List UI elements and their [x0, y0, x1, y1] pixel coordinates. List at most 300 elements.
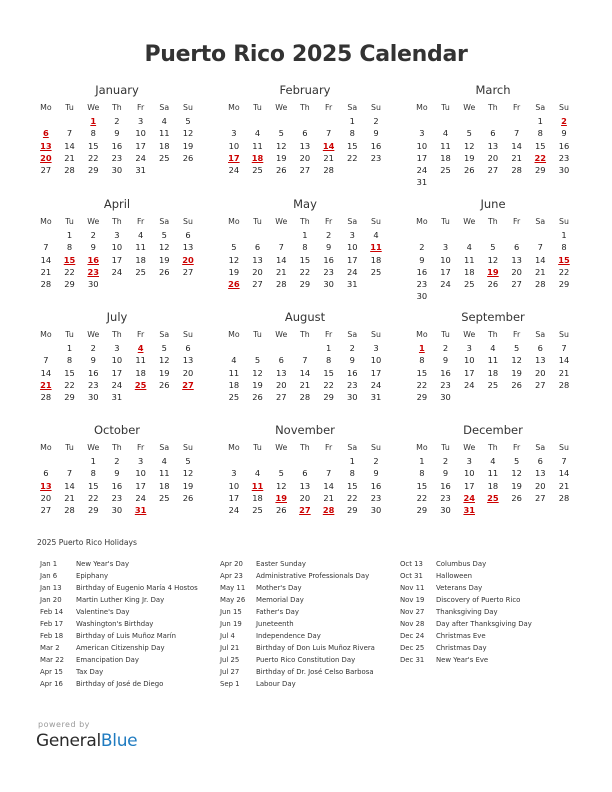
day: 12 [275, 140, 287, 151]
day: 30 [111, 505, 123, 516]
month-april [34, 196, 200, 290]
empty-day [410, 229, 434, 241]
holiday-item [400, 654, 532, 666]
empty-day [364, 278, 388, 290]
weekday-header [410, 215, 576, 229]
day: 3 [466, 343, 472, 353]
empty-day [552, 176, 576, 188]
day: 26 [159, 266, 170, 277]
day: 28 [64, 505, 75, 516]
holiday-column [400, 558, 532, 666]
week-row [410, 504, 576, 516]
day: 25 [135, 266, 146, 277]
day: 30 [111, 165, 123, 176]
day: 29 [64, 392, 75, 403]
day: 4 [254, 468, 261, 479]
week-row [34, 115, 200, 127]
day: 2 [419, 242, 425, 253]
day: 26 [159, 379, 170, 390]
holiday-date: Dec 25 [400, 644, 425, 652]
day: 24 [347, 266, 358, 277]
weekday-label: Su [559, 330, 569, 339]
day: 12 [228, 254, 240, 265]
weekday-label: We [275, 443, 288, 452]
month-name: July [106, 310, 128, 324]
weekday-label: Su [371, 330, 381, 339]
holiday-day: 20 [40, 152, 52, 163]
day: 25 [463, 279, 475, 290]
weekday-label: Tu [65, 443, 74, 452]
day: 15 [347, 480, 358, 491]
day: 4 [466, 242, 472, 253]
week-row [222, 152, 388, 164]
day: 22 [299, 266, 311, 277]
day: 22 [323, 379, 334, 390]
day: 3 [114, 343, 120, 353]
week-row [34, 492, 200, 504]
generalblue-logo[interactable] [36, 731, 137, 751]
day: 3 [442, 242, 449, 253]
day: 11 [228, 367, 240, 378]
weekday-label: Tu [253, 330, 262, 339]
day: 30 [323, 279, 334, 290]
day: 16 [416, 266, 428, 277]
day: 25 [487, 379, 499, 390]
empty-day [34, 455, 58, 467]
holiday-date: Feb 14 [40, 608, 64, 616]
day: 17 [228, 492, 240, 503]
day: 31 [111, 392, 123, 403]
week-row [222, 140, 388, 152]
weekday-label: Fr [513, 443, 521, 452]
holiday-name: Martin Luther King Jr. Day [76, 596, 165, 604]
week-row [34, 229, 200, 241]
day: 1 [302, 230, 308, 240]
holiday-item [400, 606, 532, 618]
day: 24 [440, 279, 451, 290]
day: 8 [90, 128, 96, 139]
empty-day [129, 278, 153, 290]
day: 10 [228, 480, 240, 491]
day: 13 [487, 140, 499, 151]
weekday-label: Fr [137, 217, 145, 226]
holiday-name: Valentine's Day [76, 608, 130, 616]
day: 21 [64, 492, 75, 503]
holiday-name: Birthday of Don Luis Muñoz Rivera [256, 644, 375, 652]
day: 18 [487, 367, 499, 378]
day: 20 [535, 367, 546, 378]
day: 18 [159, 140, 170, 151]
holiday-item [40, 606, 198, 618]
weekday-label: Sa [159, 217, 170, 226]
empty-day [457, 391, 481, 403]
weekday-label: Su [559, 217, 569, 226]
weekday-header [222, 441, 388, 455]
empty-day [552, 504, 576, 516]
day: 30 [370, 505, 382, 516]
weekday-label: Su [371, 443, 381, 452]
day: 22 [87, 492, 99, 503]
day: 16 [111, 480, 123, 491]
month-name: June [480, 197, 506, 211]
holiday-date: Apr 15 [40, 668, 63, 676]
holiday-date: Mar 22 [40, 656, 64, 664]
empty-day [152, 278, 176, 290]
holiday-day: 19 [275, 492, 287, 503]
week-row [222, 467, 388, 479]
holiday-item [220, 642, 375, 654]
day: 27 [252, 279, 263, 290]
empty-day [481, 290, 505, 302]
holiday-item [40, 570, 198, 582]
day: 16 [323, 254, 334, 265]
week-row [410, 480, 576, 492]
weekday-label: We [275, 330, 288, 339]
weekday-label: Mo [40, 443, 52, 452]
day: 8 [302, 242, 308, 253]
day: 27 [511, 279, 522, 290]
empty-day [481, 115, 505, 127]
holiday-day: 26 [228, 279, 240, 290]
empty-day [222, 115, 246, 127]
holiday-name: Christmas Eve [436, 632, 486, 640]
weekday-label: Fr [325, 443, 333, 452]
day: 20 [487, 152, 499, 163]
day: 8 [325, 355, 332, 366]
month-name: February [279, 83, 331, 97]
holiday-day: 13 [40, 480, 52, 491]
day: 7 [278, 242, 284, 253]
holiday-item [220, 582, 375, 594]
day: 25 [159, 152, 170, 163]
week-row [222, 342, 388, 354]
holiday-name: Easter Sunday [256, 560, 306, 568]
day: 28 [535, 279, 546, 290]
day: 29 [558, 279, 570, 290]
empty-day [457, 115, 481, 127]
day: 24 [228, 505, 240, 516]
weekday-label: We [87, 217, 100, 226]
weekday-label: Tu [253, 103, 262, 112]
holiday-item [220, 618, 375, 630]
week-row [222, 504, 388, 516]
weekday-label: Th [488, 443, 498, 452]
month-august [222, 309, 388, 403]
day: 13 [182, 355, 194, 366]
weekday-label: Sa [535, 330, 546, 339]
empty-day [505, 176, 529, 188]
day: 10 [111, 355, 123, 366]
empty-day [481, 391, 505, 403]
weekday-label: Mo [40, 217, 52, 226]
weekday-label: Sa [159, 443, 170, 452]
month-december [410, 422, 576, 516]
day: 10 [463, 355, 475, 366]
week-row [34, 127, 200, 139]
day: 10 [135, 468, 146, 479]
holiday-day: 27 [299, 505, 311, 516]
day: 27 [275, 392, 287, 403]
empty-day [152, 164, 176, 176]
day: 31 [370, 392, 382, 403]
day: 27 [299, 165, 311, 176]
day: 15 [416, 367, 428, 378]
day: 5 [513, 343, 520, 353]
day: 17 [135, 140, 146, 151]
holiday-name: Mother's Day [256, 584, 302, 592]
day: 21 [535, 266, 546, 277]
empty-day [34, 115, 58, 127]
day: 1 [561, 230, 567, 240]
day: 23 [416, 279, 428, 290]
holiday-day: 25 [487, 492, 499, 503]
day: 9 [90, 355, 96, 366]
day: 3 [466, 456, 472, 466]
day: 6 [302, 468, 308, 479]
holiday-name: Discovery of Puerto Rico [436, 596, 521, 604]
week-row [34, 152, 200, 164]
holiday-item [400, 582, 532, 594]
weekday-label: Mo [416, 217, 428, 226]
day: 18 [440, 152, 451, 163]
weekday-header [410, 101, 576, 115]
day: 3 [373, 343, 379, 353]
day: 18 [252, 492, 263, 503]
holiday-day: 1 [418, 343, 425, 353]
day: 8 [419, 355, 425, 366]
holiday-day: 24 [463, 492, 475, 503]
day: 14 [511, 140, 522, 151]
day: 2 [373, 456, 379, 466]
holiday-date: Nov 19 [400, 596, 425, 604]
weekday-label: Su [559, 443, 569, 452]
empty-day [246, 342, 270, 354]
month-name: September [461, 310, 525, 324]
week-row [34, 455, 200, 467]
month-june [410, 196, 576, 303]
day: 15 [347, 140, 358, 151]
day: 7 [66, 468, 73, 479]
holiday-day: 17 [228, 152, 240, 163]
day: 29 [416, 392, 428, 403]
empty-day [552, 290, 576, 302]
holiday-day: 11 [251, 480, 264, 491]
holiday-date: Nov 27 [400, 608, 425, 616]
empty-day [176, 164, 200, 176]
empty-day [528, 391, 552, 403]
day: 30 [87, 392, 99, 403]
weekday-label: Th [300, 217, 310, 226]
day: 8 [561, 242, 567, 253]
day: 19 [159, 254, 170, 265]
day: 30 [558, 165, 570, 176]
day: 9 [114, 468, 120, 479]
week-row [222, 241, 388, 253]
holiday-day: 1 [90, 116, 97, 126]
weekday-label: Th [300, 330, 310, 339]
day: 16 [558, 140, 570, 151]
holiday-date: Jan 13 [40, 584, 62, 592]
weekday-label: Tu [441, 330, 450, 339]
holiday-name: Administrative Professionals Day [256, 572, 370, 580]
weekday-header [410, 328, 576, 342]
day: 5 [490, 242, 496, 253]
holiday-date: Dec 24 [400, 632, 425, 640]
day: 23 [370, 152, 382, 163]
month-july [34, 309, 200, 403]
empty-day [269, 342, 293, 354]
holiday-name: Christmas Day [436, 644, 487, 652]
empty-day [457, 229, 481, 241]
day: 7 [537, 242, 543, 253]
day: 11 [440, 140, 451, 151]
day: 1 [90, 456, 96, 466]
day: 31 [135, 165, 146, 176]
holiday-item [40, 582, 198, 594]
weekday-label: Tu [441, 217, 450, 226]
weekday-label: Th [112, 330, 122, 339]
day: 15 [416, 480, 428, 491]
weekday-header [34, 441, 200, 455]
day: 18 [463, 266, 475, 277]
holiday-name: Puerto Rico Constitution Day [256, 656, 356, 664]
holiday-day: 4 [137, 343, 144, 353]
day: 13 [535, 355, 546, 366]
day: 2 [442, 343, 449, 353]
week-row [410, 342, 576, 354]
day: 24 [135, 492, 146, 503]
day: 28 [64, 165, 75, 176]
day: 6 [490, 128, 496, 139]
holiday-item [400, 642, 532, 654]
day: 18 [228, 379, 240, 390]
holidays-title: 2025 Puerto Rico Holidays [37, 538, 137, 547]
holiday-date: Sep 1 [220, 680, 240, 688]
week-row [222, 367, 388, 379]
day: 15 [323, 367, 334, 378]
empty-day [246, 115, 270, 127]
day: 27 [487, 165, 499, 176]
empty-day [457, 176, 481, 188]
day: 5 [185, 456, 191, 466]
empty-day [410, 115, 434, 127]
day: 23 [111, 492, 123, 503]
day: 16 [347, 367, 358, 378]
day: 14 [299, 367, 311, 378]
holiday-day: 6 [42, 128, 49, 139]
empty-day [58, 455, 82, 467]
day: 10 [440, 254, 451, 265]
week-row [410, 115, 576, 127]
day: 4 [231, 355, 237, 366]
day: 22 [416, 379, 428, 390]
holiday-day: 27 [182, 379, 194, 390]
day: 6 [513, 242, 520, 253]
day: 19 [252, 379, 263, 390]
empty-day [152, 504, 176, 516]
weekday-header [34, 215, 200, 229]
weekday-label: Mo [228, 103, 240, 112]
day: 24 [135, 152, 146, 163]
holiday-name: Epiphany [76, 572, 109, 580]
day: 23 [111, 152, 123, 163]
day: 19 [159, 367, 170, 378]
day: 26 [511, 379, 522, 390]
day: 6 [278, 355, 284, 366]
holiday-date: Nov 11 [400, 584, 425, 592]
day: 26 [252, 392, 263, 403]
day: 26 [275, 505, 287, 516]
week-row [222, 278, 388, 290]
holiday-date: Oct 13 [400, 560, 423, 568]
day: 2 [90, 230, 96, 240]
day: 6 [537, 456, 543, 466]
weekday-label: Sa [347, 443, 358, 452]
empty-day [176, 504, 200, 516]
week-row [222, 127, 388, 139]
day: 11 [487, 355, 499, 366]
empty-day [293, 455, 317, 467]
day: 19 [182, 140, 194, 151]
day: 2 [90, 343, 96, 353]
day: 23 [323, 266, 334, 277]
day: 8 [349, 128, 355, 139]
day: 21 [40, 266, 52, 277]
day: 28 [558, 492, 570, 503]
day: 1 [66, 230, 73, 240]
holiday-item [220, 654, 375, 666]
logo-text-blue: Blue [100, 731, 138, 751]
month-may [222, 196, 388, 290]
day: 4 [490, 456, 496, 466]
holiday-name: Birthday of Luis Muñoz Marín [76, 632, 177, 640]
day: 20 [535, 480, 546, 491]
day: 14 [558, 355, 570, 366]
day: 9 [373, 468, 379, 479]
month-name: May [293, 197, 317, 211]
holiday-name: Birthday of Dr. José Celso Barbosa [256, 668, 374, 676]
day: 17 [135, 480, 146, 491]
holiday-name: Tax Day [76, 668, 104, 676]
day: 4 [161, 456, 167, 466]
weekday-label: Fr [137, 103, 145, 112]
holiday-day: 15 [63, 254, 76, 265]
weekday-label: Su [183, 217, 193, 226]
week-row [34, 278, 200, 290]
day: 22 [558, 266, 570, 277]
holiday-name: Independence Day [256, 632, 321, 640]
weekday-label: Fr [325, 217, 333, 226]
week-row [222, 455, 388, 467]
empty-day [105, 278, 129, 290]
week-row [410, 278, 576, 290]
holiday-date: Jul 25 [220, 656, 240, 664]
day: 11 [159, 468, 170, 479]
day: 27 [535, 379, 546, 390]
day: 17 [347, 254, 358, 265]
weekday-label: Sa [159, 330, 170, 339]
day: 14 [323, 480, 334, 491]
month-name: March [475, 83, 511, 97]
day: 18 [159, 480, 170, 491]
day: 27 [182, 266, 194, 277]
weekday-label: We [87, 103, 100, 112]
empty-day [269, 229, 293, 241]
day: 7 [43, 242, 49, 253]
day: 13 [299, 480, 311, 491]
weekday-label: Sa [347, 103, 358, 112]
day: 16 [440, 480, 451, 491]
